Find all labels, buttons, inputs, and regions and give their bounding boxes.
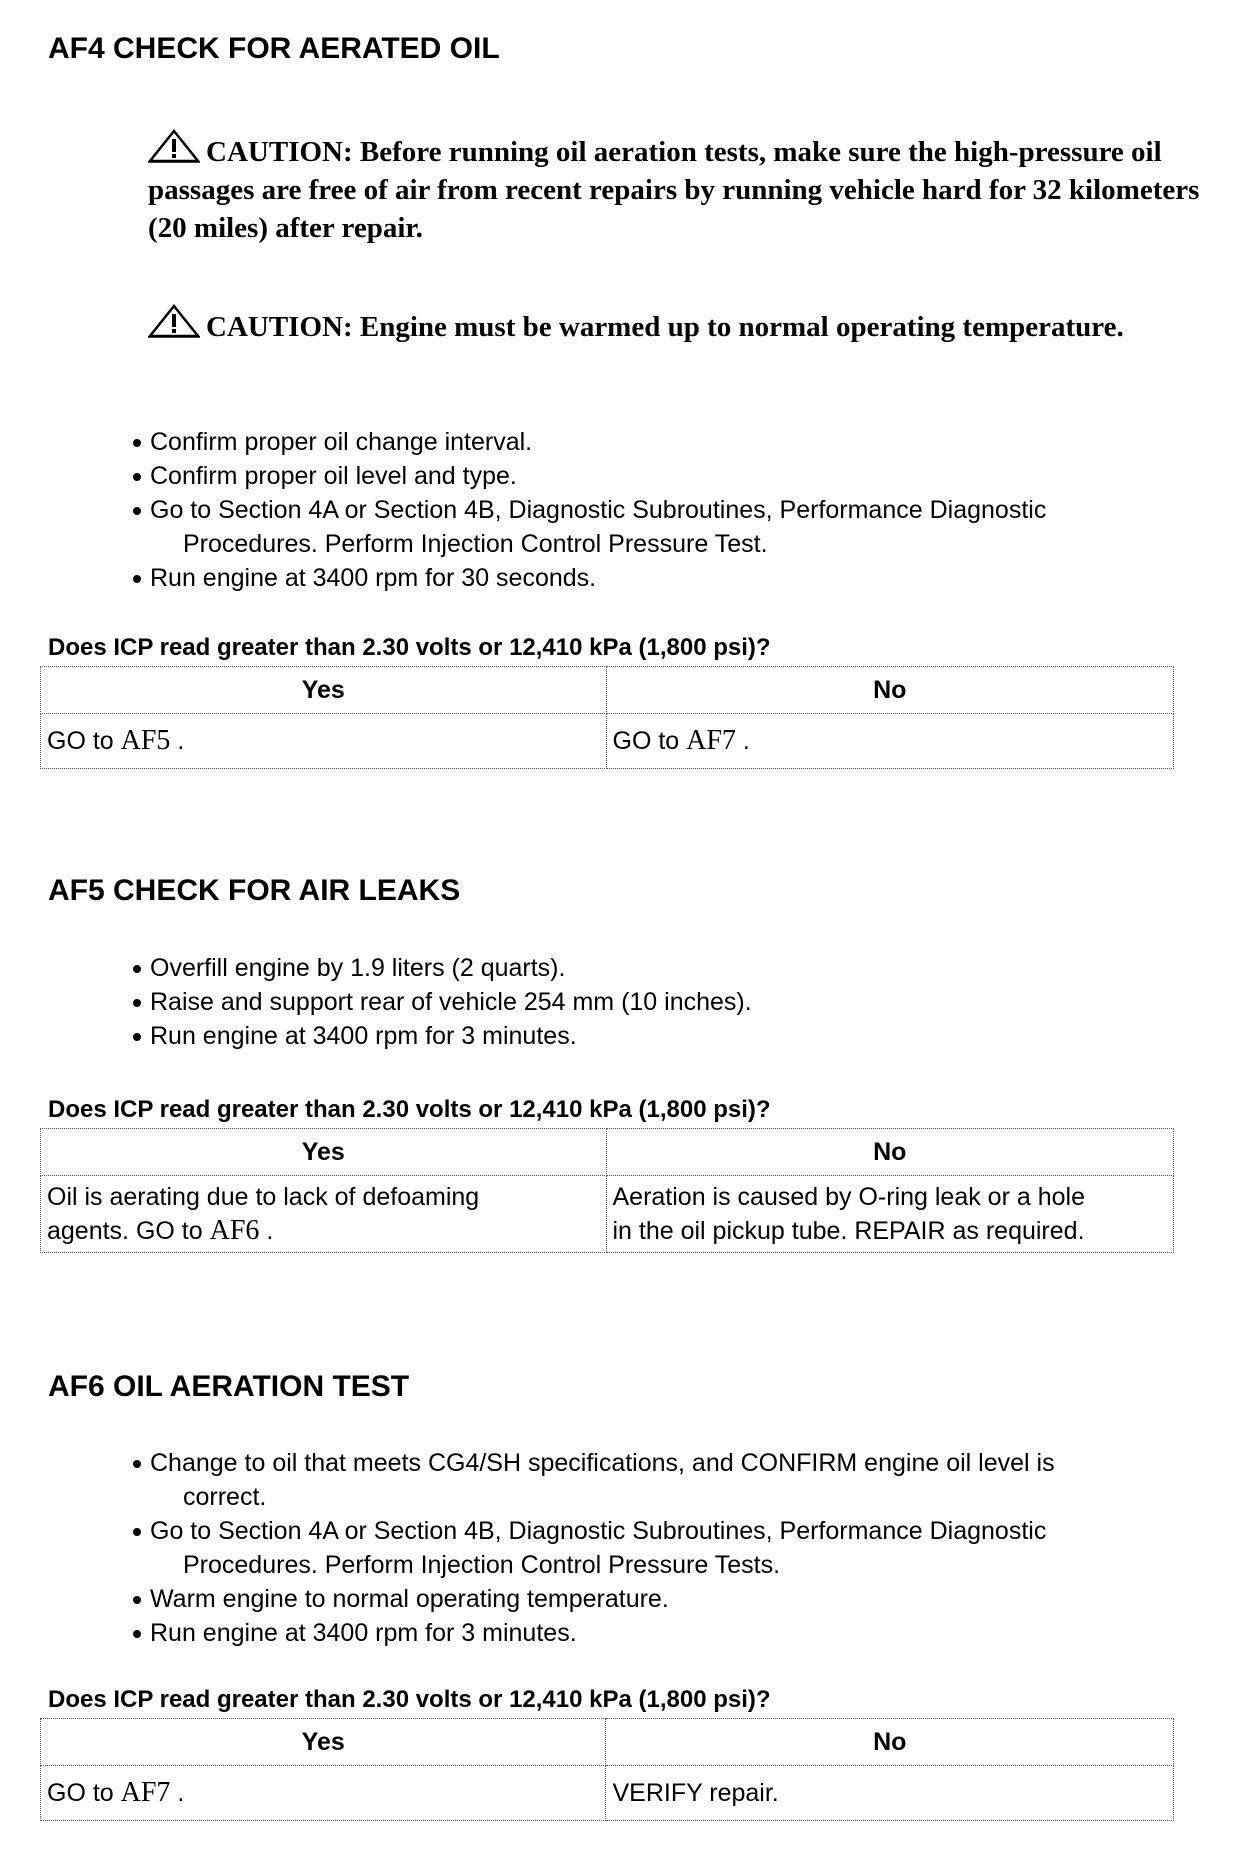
yes-no-table-af4 [40,666,1174,769]
warning-triangle-icon [148,304,200,338]
bullet-dot-icon [133,439,141,447]
yes-cell: GO to AF7 . [41,1766,606,1821]
bullet-dot-icon [133,965,141,973]
section-heading-af5: AF5 CHECK FOR AIR LEAKS [48,874,461,907]
list-item-continuation: Procedures. Perform Injection Control Pressure Test. [183,530,768,558]
bullet-list-af4 [130,425,1210,595]
list-item-continuation: Procedures. Perform Injection Control Pressure Tests. [183,1551,781,1579]
caution-air-passages [148,129,1228,247]
list-item: Run engine at 3400 rpm for 30 seconds. [130,561,1210,595]
bullet-dot-icon [133,575,141,583]
bullet-dot-icon [133,1528,141,1536]
yes-header: Yes [41,1719,606,1766]
list-item: Change to oil that meets CG4/SH specifications, and CONFIRM engine oil level is [130,1446,1210,1480]
list-item: Overfill engine by 1.9 liters (2 quarts). [130,951,1210,985]
question-af5: Does ICP read greater than 2.30 volts or 12,410 kPa (1,800 psi)? [48,1096,771,1123]
yes-header: Yes [41,1129,607,1176]
table-row [41,714,1174,769]
table-header-row [41,1719,1174,1766]
link-af6[interactable]: AF6 [209,1215,260,1246]
no-cell: GO to AF7 . [606,714,1174,769]
bullet-dot-icon [133,1596,141,1604]
bullet-list-af5 [130,951,1210,1053]
no-header: No [606,1719,1174,1766]
warning-triangle-icon [148,129,200,163]
list-item: Go to Section 4A or Section 4B, Diagnostic Subroutines, Performance Diagnostic [130,493,1210,527]
list-item-continuation: correct. [183,1483,267,1511]
bullet-dot-icon [133,1033,141,1041]
section-heading-af4: AF4 CHECK FOR AERATED OIL [48,32,500,65]
caution-text: CAUTION: Before running oil aeration tests, make sure the high-pressure oil passages are free of air from recent repairs by running vehicle hard for 32 kilometers (20 miles) after repair. [148,136,1200,244]
bullet-dot-icon [133,999,141,1007]
bullet-list-af6 [130,1446,1210,1650]
yes-cell: GO to AF5 . [41,714,607,769]
yes-no-table-af5 [40,1128,1174,1253]
caution-text: CAUTION: Engine must be warmed up to normal operating temperature. [206,311,1124,343]
table-header-row [41,667,1174,714]
yes-cell: Oil is aerating due to lack of defoaming agents. GO to AF6 . [41,1176,607,1253]
list-item: Warm engine to normal operating temperature. [130,1582,1210,1616]
section-heading-af6: AF6 OIL AERATION TEST [48,1370,410,1403]
list-item: Run engine at 3400 rpm for 3 minutes. [130,1019,1210,1053]
bullet-dot-icon [133,1630,141,1638]
list-item: Confirm proper oil level and type. [130,459,1210,493]
list-item: Run engine at 3400 rpm for 3 minutes. [130,1616,1210,1650]
link-af7[interactable]: AF7 [686,725,736,756]
question-af6: Does ICP read greater than 2.30 volts or 12,410 kPa (1,800 psi)? [48,1686,771,1713]
table-row [41,1176,1174,1253]
yes-no-table-af6 [40,1718,1174,1821]
list-item: Raise and support rear of vehicle 254 mm (10 inches). [130,985,1210,1019]
table-header-row [41,1129,1174,1176]
no-cell: VERIFY repair. [606,1766,1174,1821]
list-item: Confirm proper oil change interval. [130,425,1210,459]
bullet-dot-icon [133,1460,141,1468]
caution-warm-engine [148,304,1228,346]
link-af7[interactable]: AF7 [120,1777,171,1808]
no-cell: Aeration is caused by O-ring leak or a hole in the oil pickup tube. REPAIR as required. [606,1176,1174,1253]
list-item: Go to Section 4A or Section 4B, Diagnostic Subroutines, Performance Diagnostic [130,1514,1210,1548]
link-af5[interactable]: AF5 [120,725,171,756]
bullet-dot-icon [133,507,141,515]
bullet-dot-icon [133,473,141,481]
question-af4: Does ICP read greater than 2.30 volts or 12,410 kPa (1,800 psi)? [48,634,771,661]
table-row [41,1766,1174,1821]
no-header: No [606,667,1174,714]
no-header: No [606,1129,1174,1176]
yes-header: Yes [41,667,607,714]
